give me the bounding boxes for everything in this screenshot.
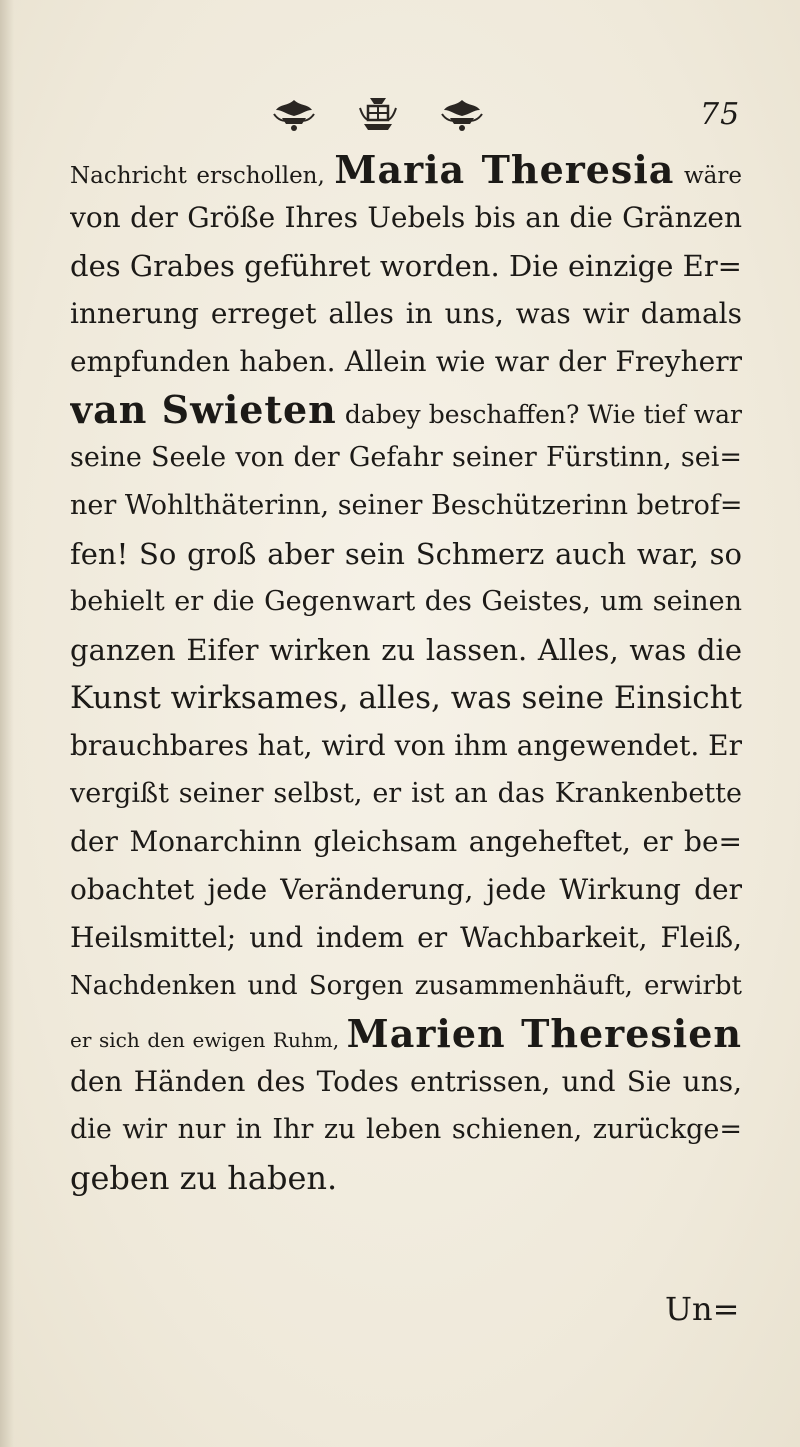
text-segment: empfunden haben. Allein wie war der Freyherr xyxy=(70,345,742,378)
text-line xyxy=(70,194,742,242)
fleuron-icon xyxy=(268,94,320,134)
text-segment: Nachdenken und Sorgen zusammenhäuft, erwirbt xyxy=(70,971,742,1001)
text-segment: brauchbares hat, wird von ihm angewendet. Er xyxy=(70,729,742,762)
text-segment: geben zu haben. xyxy=(70,1159,338,1197)
text-line xyxy=(70,434,742,482)
text-line xyxy=(70,386,742,434)
text-segment: behielt er die Gegenwart des Geistes, um seinen xyxy=(70,586,742,617)
text-segment: der Monarchinn gleichsam angeheftet, er be= xyxy=(70,825,742,858)
text-line xyxy=(70,482,742,530)
text-segment: seine Seele von der Gefahr seiner Fürstinn, sei= xyxy=(70,442,742,473)
text-segment: innerung erreget alles in uns, was wir damals xyxy=(70,297,742,330)
text-line xyxy=(70,290,742,338)
text-segment: Nachricht erschollen, xyxy=(70,163,335,189)
text-line xyxy=(70,866,742,914)
text-line xyxy=(70,674,742,722)
text-line xyxy=(70,338,742,386)
text-segment: wäre xyxy=(674,163,742,189)
text-line xyxy=(70,1010,742,1058)
text-segment: Heilsmittel; und indem er Wachbarkeit, Fleiß, xyxy=(70,921,742,954)
text-line xyxy=(70,146,742,194)
text-segment: ner Wohlthäterinn, seiner Beschützerinn betrof= xyxy=(70,490,742,521)
text-line xyxy=(70,1154,742,1202)
header-ornaments xyxy=(268,92,488,136)
text-line xyxy=(70,722,742,770)
text-segment: die wir nur in Ihr zu leben schienen, zurückge= xyxy=(70,1114,742,1145)
emphasized-name: van Swieten xyxy=(70,387,337,432)
text-line xyxy=(70,818,742,866)
text-line xyxy=(70,530,742,578)
text-segment: dabey beschaffen? Wie tief war xyxy=(336,400,742,429)
text-line xyxy=(70,242,742,290)
text-segment: Kunst wirksames, alles, was seine Einsicht xyxy=(70,680,742,716)
body-text xyxy=(70,146,742,1202)
text-line xyxy=(70,578,742,626)
text-segment: des Grabes geführet worden. Die einzige Er= xyxy=(70,249,742,283)
gutter-shadow xyxy=(0,0,14,1447)
emphasized-name: Maria Theresia xyxy=(334,147,675,192)
emphasized-name: Marien Theresien xyxy=(346,1011,742,1056)
text-segment: von der Größe Ihres Uebels bis an die Gränzen xyxy=(70,201,742,234)
text-line xyxy=(70,914,742,962)
fleuron-icon xyxy=(436,94,488,134)
text-line xyxy=(70,1106,742,1154)
text-line xyxy=(70,1058,742,1106)
text-line xyxy=(70,962,742,1010)
crest-icon xyxy=(352,94,404,134)
text-segment: fen! So groß aber sein Schmerz auch war, so xyxy=(70,537,742,571)
text-line xyxy=(70,770,742,818)
text-segment: er sich den ewigen Ruhm, xyxy=(70,1028,347,1052)
page-number: 75 xyxy=(700,97,741,132)
text-segment: den Händen des Todes entrissen, und Sie uns, xyxy=(70,1065,742,1098)
text-segment: obachtet jede Veränderung, jede Wirkung der xyxy=(70,873,742,906)
text-segment: vergißt seiner selbst, er ist an das Krankenbette xyxy=(70,778,742,809)
catchword: Un= xyxy=(665,1290,740,1328)
text-segment: ganzen Eifer wirken zu lassen. Alles, was die xyxy=(70,633,742,667)
text-line xyxy=(70,626,742,674)
